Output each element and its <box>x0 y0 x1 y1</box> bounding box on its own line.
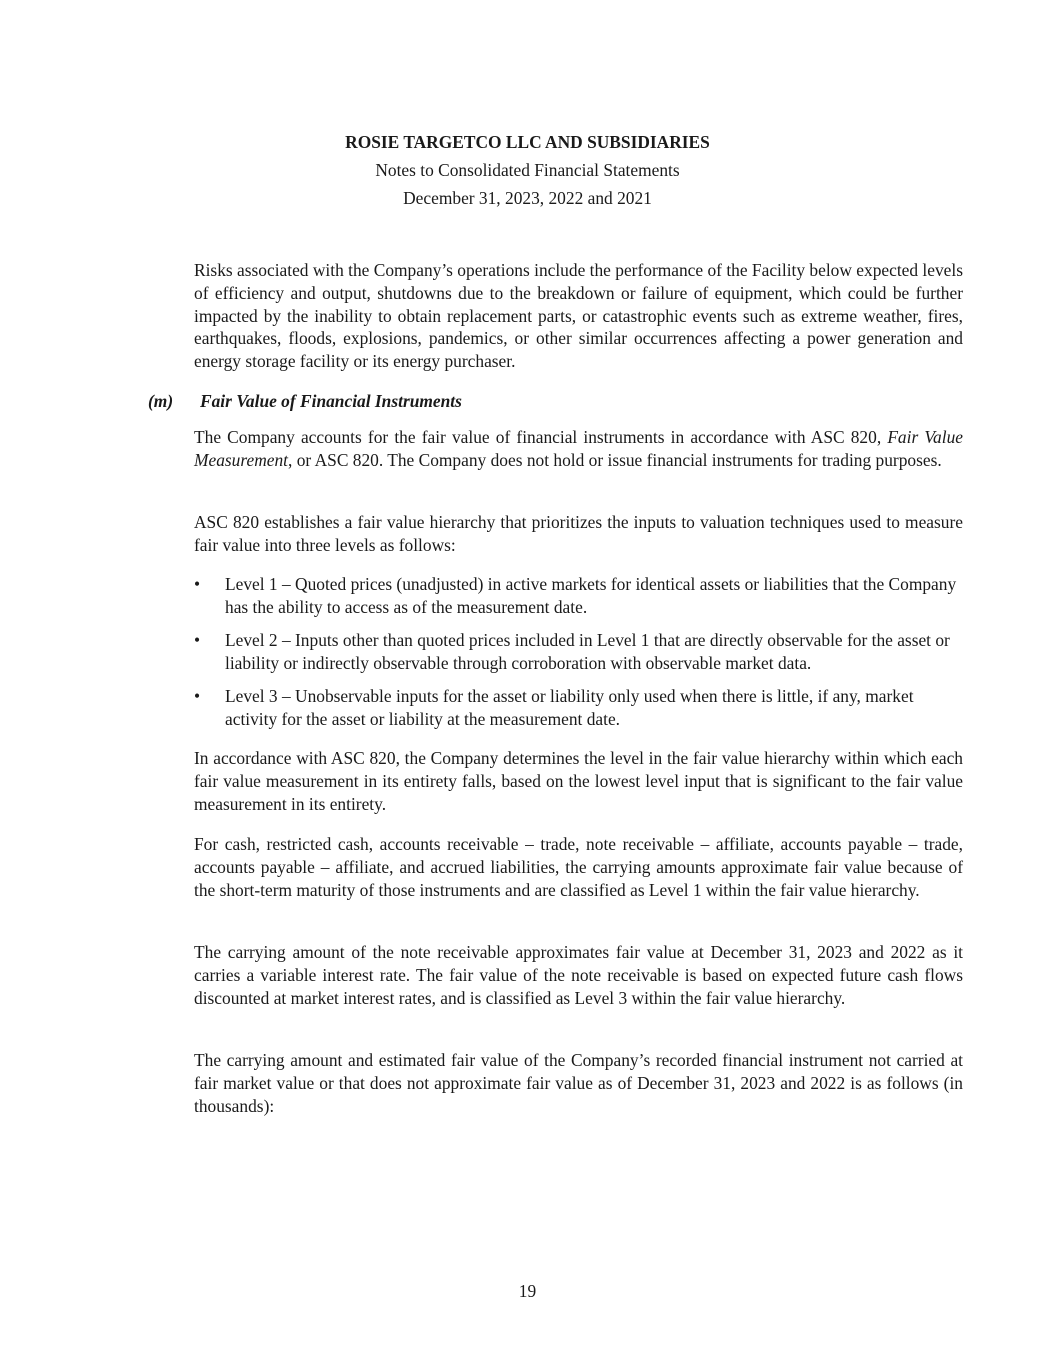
level-2-text: Level 2 – Inputs other than quoted prices included in Level 1 that are directly observable for the asset or liability or indirectly observable through corroboration with observable market data. <box>225 630 950 673</box>
fair-value-intro-paragraph <box>194 426 963 472</box>
bullet-icon: • <box>194 686 201 706</box>
list-item-level-1 <box>194 573 963 619</box>
hierarchy-intro-paragraph: ASC 820 establishes a fair value hierarchy that prioritizes the inputs to valuation techniques used to measure fair value into three levels as follows: <box>194 512 963 555</box>
bullet-icon: • <box>194 574 201 594</box>
list-item-level-2 <box>194 629 963 675</box>
level-3-text: Level 3 – Unobservable inputs for the asset or liability only used when there is little, if any, market activity for the asset or liability at the measurement date. <box>225 686 914 729</box>
document-subtitle: Notes to Consolidated Financial Statements <box>375 160 680 180</box>
fair-value-intro-before: The Company accounts for the fair value of financial instruments in accordance with ASC 820, <box>194 427 888 447</box>
bullet-icon: • <box>194 630 201 650</box>
cash-instruments-paragraph: For cash, restricted cash, accounts receivable – trade, note receivable – affiliate, accounts payable – trade, accounts payable – affiliate, and accrued liabilities, the carrying amounts approximate fair value because of the short-term maturity of those instruments and are classified as Level 1 within the fair value hierarchy. <box>194 834 963 900</box>
risks-paragraph: Risks associated with the Company’s operations include the performance of the Facility below expected levels of efficiency and output, shutdowns due to the breakdown or failure of equipment, which could be further impacted by the inability to obtain replacement parts, or catastrophic events such as extreme weather, fires, earthquakes, floods, explosions, pandemics, or other similar occurrences affecting a power generation and energy storage facility or its energy purchaser. <box>194 260 963 372</box>
section-title: Fair Value of Financial Instruments <box>200 391 462 411</box>
level-1-text: Level 1 – Quoted prices (unadjusted) in active markets for identical assets or liabilities that the Company has the ability to access as of the measurement date. <box>225 574 957 617</box>
table-intro-paragraph: The carrying amount and estimated fair value of the Company’s recorded financial instrument not carried at fair market value or that does not approximate fair value as of December 31, 2023 and 2022 is as follows (in thousands): <box>194 1050 963 1116</box>
section-letter: (m) <box>148 391 174 411</box>
fair-value-intro-after: , or ASC 820. The Company does not hold or issue financial instruments for trading purposes. <box>288 449 942 470</box>
page-header <box>0 128 1055 212</box>
fair-value-intro-italic: Fair Value Measurement <box>194 427 964 470</box>
company-name: ROSIE TARGETCO LLC AND SUBSIDIARIES <box>345 132 710 152</box>
determination-paragraph: In accordance with ASC 820, the Company determines the level in the fair value hierarchy within which each fair value measurement in its entirety falls, based on the lowest level input that is significant to the fair value measurement in its entirety. <box>194 748 963 814</box>
note-receivable-paragraph: The carrying amount of the note receivable approximates fair value at December 31, 2023 and 2022 as it carries a variable interest rate. The fair value of the note receivable is based on expected future cash flows discounted at market interest rates, and is classified as Level 3 within the fair value hierarchy. <box>194 942 963 1008</box>
list-item-level-3 <box>194 685 963 731</box>
section-heading <box>148 390 462 413</box>
page-number: 19 <box>518 1281 537 1301</box>
statement-dates: December 31, 2023, 2022 and 2021 <box>403 188 652 208</box>
